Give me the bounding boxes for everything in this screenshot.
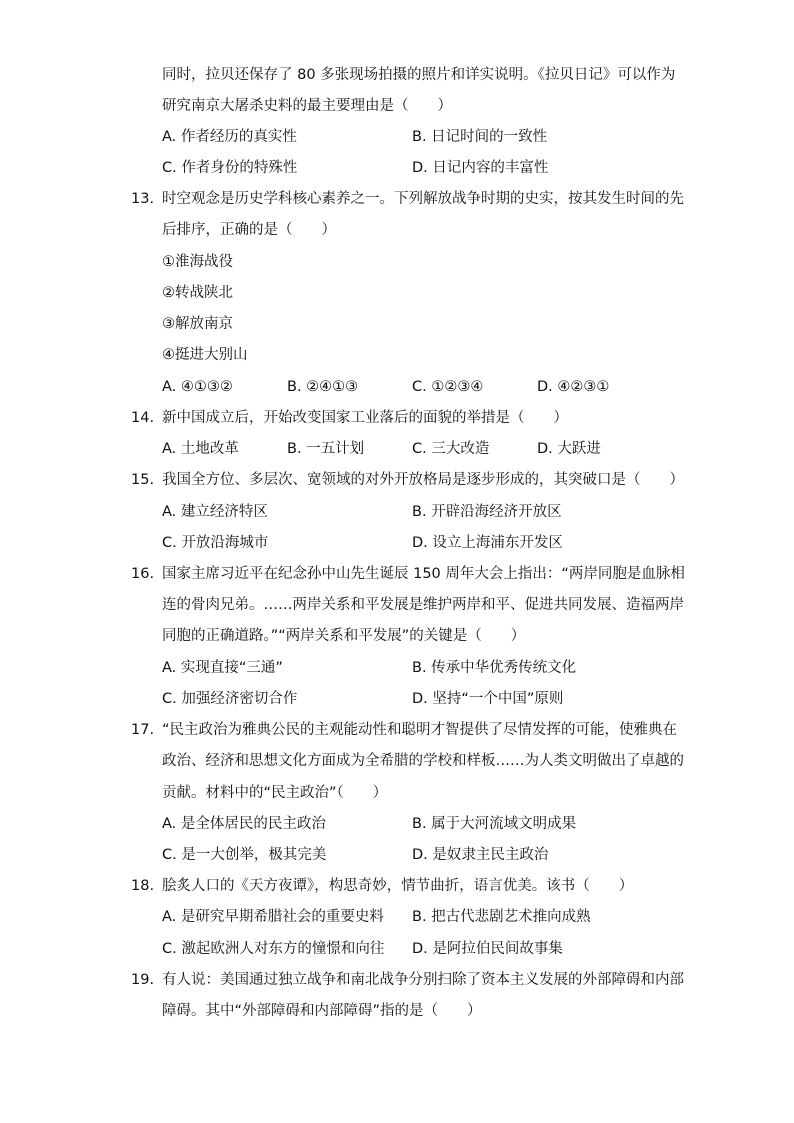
q17-option-d: D. 是奴隶主民主政治	[412, 847, 549, 863]
q13-option-b: B. ②④①③	[287, 379, 359, 395]
q19-text-line-2: 障碍。其中“外部障碍和内部障碍”指的是（ ）	[162, 1003, 482, 1019]
q13-item-4: ④挺进大别山	[162, 347, 248, 363]
q16-text-line-1: 国家主席习近平在纪念孙中山先生诞辰 150 周年大会上指出：“两岸同胞是血脉相	[162, 566, 685, 582]
q16-option-b: B. 传承中华优秀传统文化	[412, 660, 577, 676]
q17-option-b: B. 属于大河流域文明成果	[412, 816, 577, 832]
q17-number: 17.	[131, 722, 155, 738]
q16-number: 16.	[131, 566, 155, 582]
q12-option-d: D. 日记内容的丰富性	[412, 160, 549, 176]
q13-text-line-2: 后排序，正确的是（ ）	[162, 222, 336, 238]
q18-option-c: C. 激起欧洲人对东方的憧憬和向往	[162, 941, 385, 957]
q17-option-a: A. 是全体居民的民主政治	[162, 816, 326, 832]
q14-text-line-1: 新中国成立后，开始改变国家工业落后的面貌的举措是（ ）	[162, 410, 568, 426]
q13-option-d: D. ④②③①	[537, 379, 610, 395]
q12-option-b: B. 日记时间的一致性	[412, 129, 548, 145]
q18-number: 18.	[131, 878, 155, 894]
q13-text-line-1: 时空观念是历史学科核心素养之一。下列解放战争时期的史实，按其发生时间的先	[162, 191, 684, 207]
q15-option-c: C. 开放沿海城市	[162, 535, 269, 551]
q12-text-line-2: 研究南京大屠杀史料的最主要理由是（ ）	[162, 98, 452, 114]
q13-item-2: ②转战陕北	[162, 285, 233, 301]
q18-option-b: B. 把古代悲剧艺术推向成熟	[412, 909, 591, 925]
q13-option-a: A. ④①③②	[162, 379, 233, 395]
q14-option-c: C. 三大改造	[412, 441, 490, 457]
q18-text-line-1: 脍炙人口的《天方夜谭》，构思奇妙，情节曲折，语言优美。该书（ ）	[162, 878, 634, 894]
q12-option-a: A. 作者经历的真实性	[162, 129, 297, 145]
q13-option-c: C. ①②③④	[412, 379, 484, 395]
q18-option-d: D. 是阿拉伯民间故事集	[412, 941, 563, 957]
q17-text-line-1: “民主政治为雅典公民的主观能动性和聪明才智提供了尽情发挥的可能，使雅典在	[162, 722, 678, 738]
q14-option-d: D. 大跃进	[537, 441, 601, 457]
q16-option-c: C. 加强经济密切合作	[162, 691, 298, 707]
q19-text-line-1: 有人说：美国通过独立战争和南北战争分别扫除了资本主义发展的外部障碍和内部	[162, 972, 684, 988]
q16-option-d: D. 坚持“一个中国”原则	[412, 691, 564, 707]
q13-item-3: ③解放南京	[162, 316, 233, 332]
q16-text-line-2: 连的骨肉兄弟。……两岸关系和平发展是维护两岸和平、促进共同发展、造福两岸	[162, 597, 684, 613]
q12-option-c: C. 作者身份的特殊性	[162, 160, 298, 176]
q15-number: 15.	[131, 472, 155, 488]
q18-option-a: A. 是研究早期希腊社会的重要史料	[162, 909, 384, 925]
q17-option-c: C. 是一大创举，极其完美	[162, 847, 327, 863]
q19-number: 19.	[131, 972, 155, 988]
q13-item-1: ①淮海战役	[162, 254, 233, 270]
q14-number: 14.	[131, 410, 155, 426]
q12-text-line-1: 同时，拉贝还保存了 80 多张现场拍摄的照片和详实说明。《拉贝日记》可以作为	[162, 67, 676, 83]
q16-option-a: A. 实现直接“三通”	[162, 660, 283, 676]
q17-text-line-2: 政治、经济和思想文化方面成为全希腊的学校和样板……为人类文明做出了卓越的	[162, 753, 684, 769]
q17-text-line-3: 贡献。材料中的“民主政治”（ ）	[162, 785, 388, 801]
q14-option-a: A. 土地改革	[162, 441, 239, 457]
q14-option-b: B. 一五计划	[287, 441, 365, 457]
q15-text-line-1: 我国全方位、多层次、宽领域的对外开放格局是逐步形成的，其突破口是（ ）	[162, 472, 684, 488]
q16-text-line-3: 同胞的正确道路。”“两岸关系和平发展”的关键是（ ）	[162, 628, 526, 644]
q15-option-d: D. 设立上海浦东开发区	[412, 535, 563, 551]
q15-option-b: B. 开辟沿海经济开放区	[412, 504, 562, 520]
q15-option-a: A. 建立经济特区	[162, 504, 268, 520]
q13-number: 13.	[131, 191, 155, 207]
